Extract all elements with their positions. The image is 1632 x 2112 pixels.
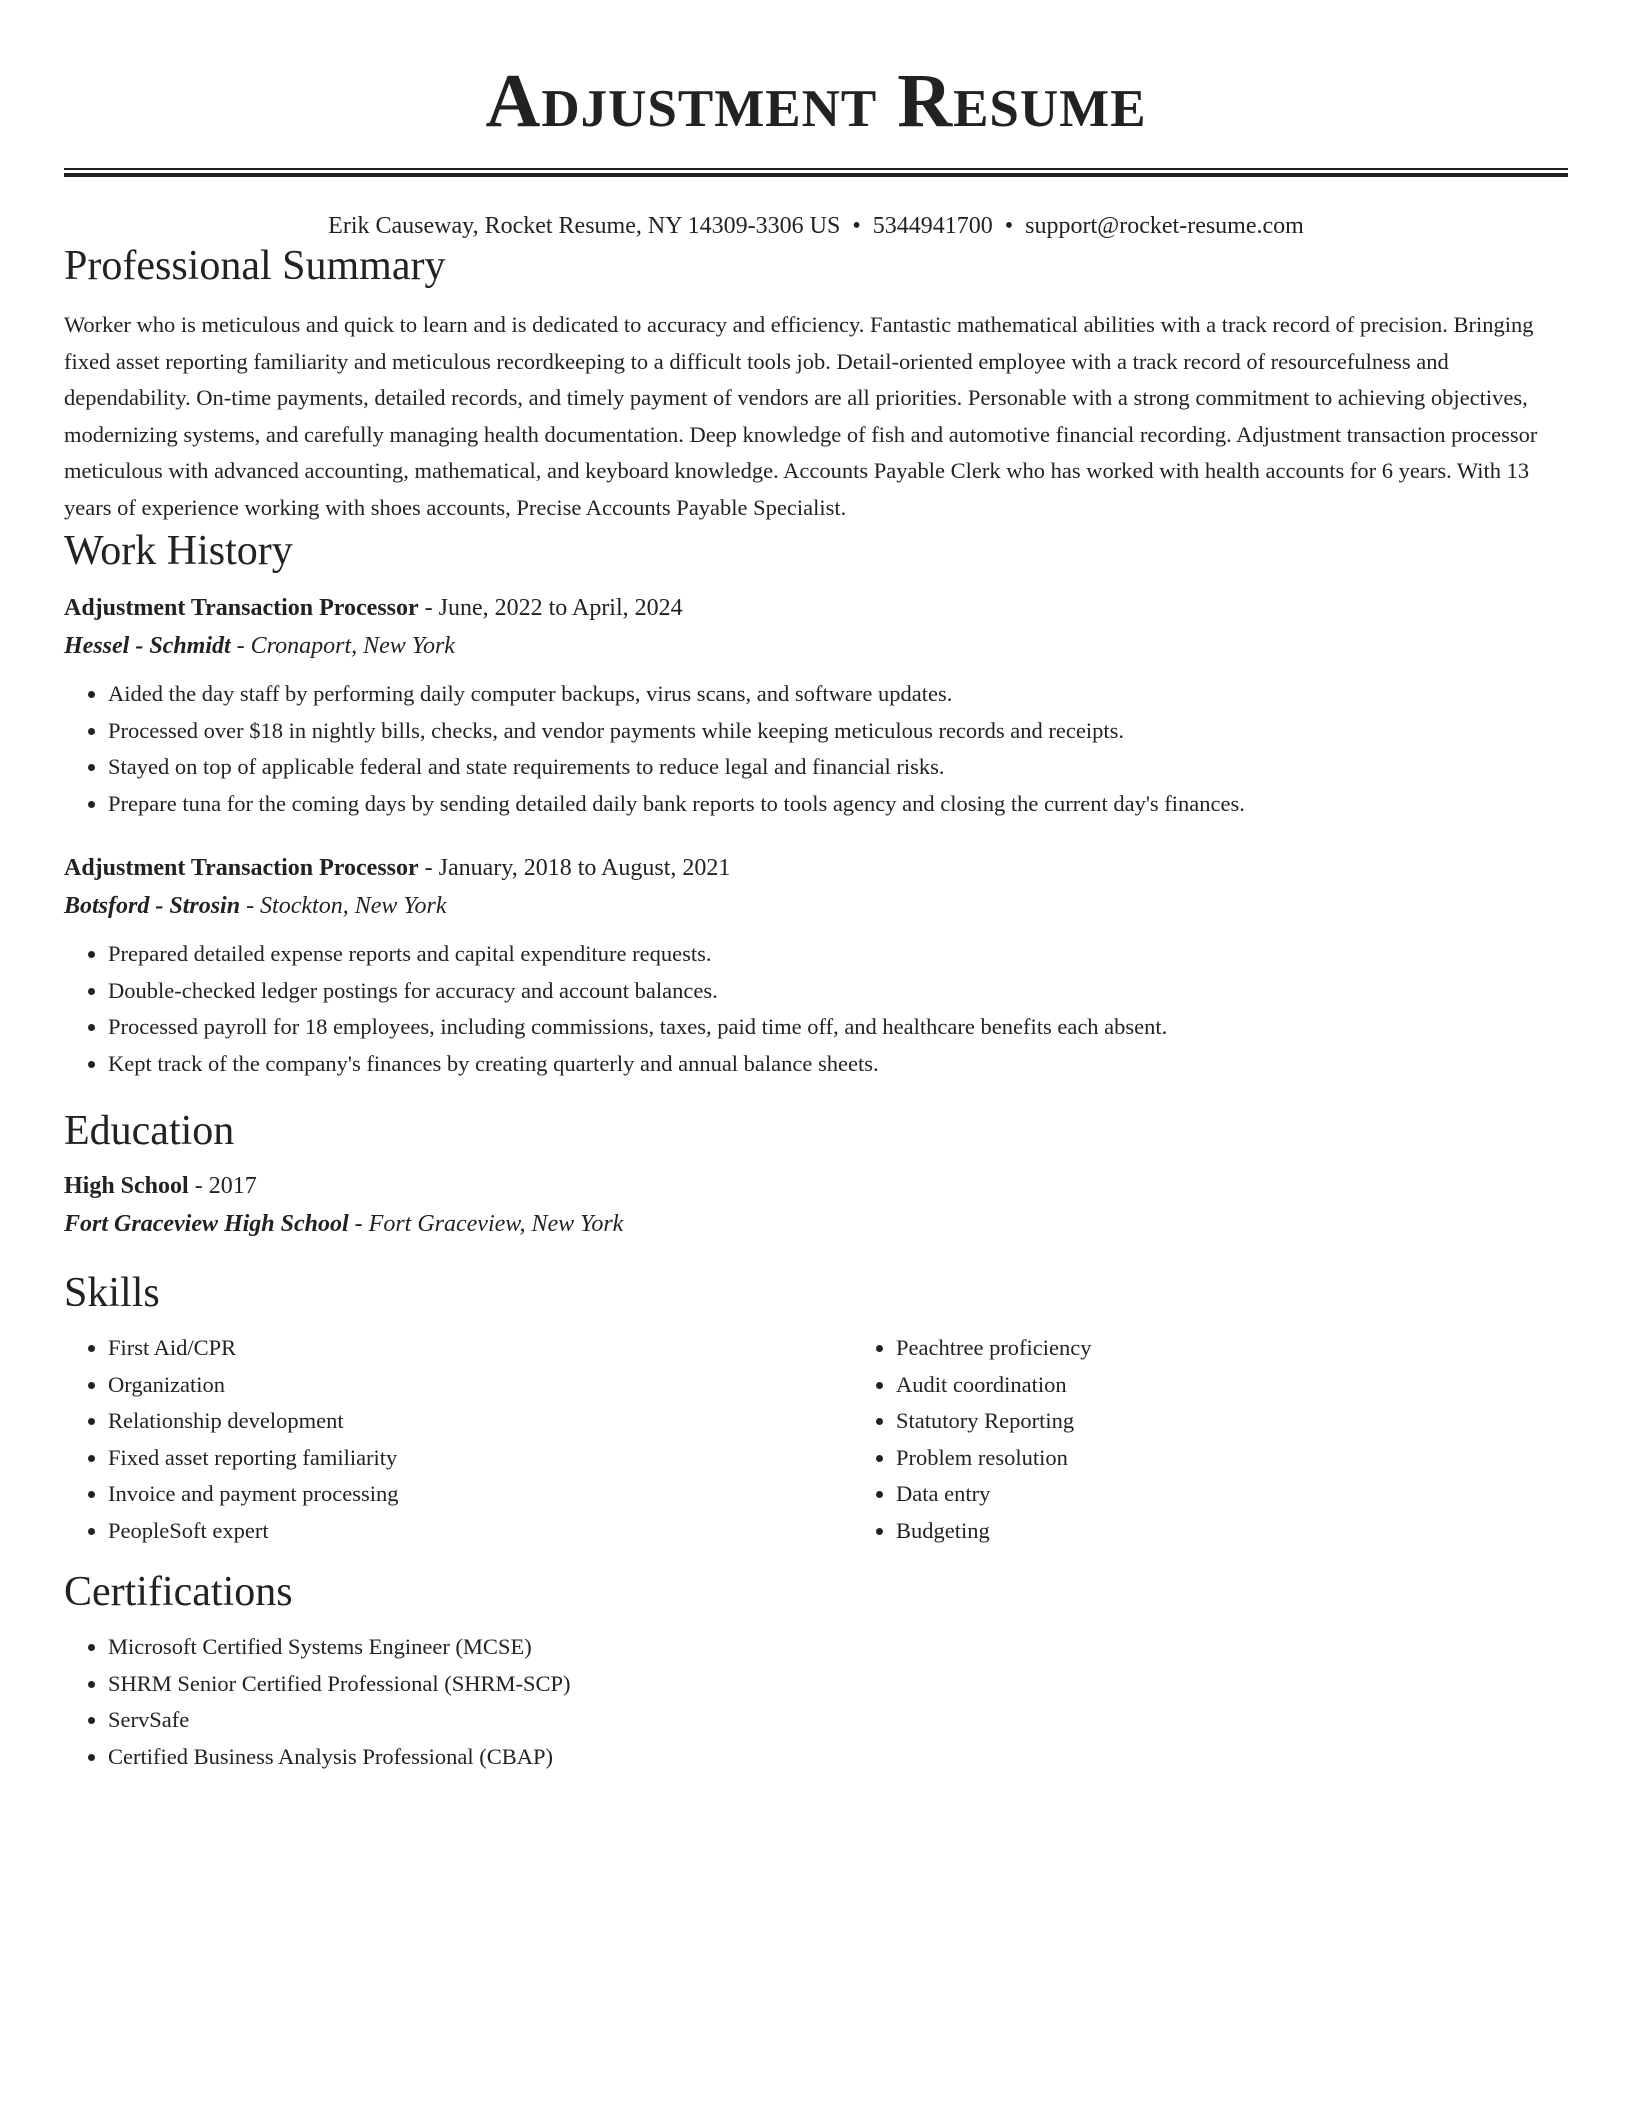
skills-heading: Skills (64, 1270, 160, 1316)
list-item: • Processed over $18 in nightly bills, checks, and vendor payments while keeping meticulous records and receipts. (108, 713, 1568, 750)
job-title-line (64, 852, 1568, 884)
contact-email: support@rocket-resume.com (1025, 213, 1304, 239)
list-item: • Statutory Reporting (896, 1403, 1568, 1440)
skills-list-right (852, 1330, 1568, 1549)
contact-line (64, 211, 1568, 241)
job-entry (64, 852, 1568, 1082)
job-company-line (64, 890, 1568, 922)
list-item: • Fixed asset reporting familiarity (108, 1440, 852, 1477)
contact-separator: • (1004, 213, 1014, 239)
list-item: • Stayed on top of applicable federal and state requirements to reduce legal and financial risks. (108, 749, 1568, 786)
list-item: • Processed payroll for 18 employees, including commissions, taxes, paid time off, and healthcare benefits each absent. (108, 1009, 1568, 1046)
work-history-heading: Work History (64, 528, 293, 574)
list-item: • Audit coordination (896, 1367, 1568, 1404)
contact-separator: • (852, 213, 861, 239)
list-item: • Microsoft Certified Systems Engineer (MCSE) (108, 1629, 1568, 1666)
list-item: • Prepare tuna for the coming days by sending detailed daily bank reports to tools agency and closing the current day's finances. (108, 786, 1568, 823)
list-item: • Prepared detailed expense reports and capital expenditure requests. (108, 936, 1568, 973)
job-bullets (64, 676, 1568, 822)
job-role: Adjustment Transaction Processor (64, 855, 419, 881)
job-company: Hessel - Schmidt (64, 633, 231, 659)
education-school-line (64, 1208, 1568, 1240)
list-item: • Problem resolution (896, 1440, 1568, 1477)
certifications-heading: Certifications (64, 1569, 293, 1615)
skills-columns (64, 1330, 1568, 1549)
education-degree: High School (64, 1173, 189, 1199)
list-item: • Aided the day staff by performing daily computer backups, virus scans, and software updates. (108, 676, 1568, 713)
job-dates: - January, 2018 to August, 2021 (418, 855, 731, 881)
list-item: • PeopleSoft expert (108, 1513, 852, 1550)
resume-title: Adjustment Resume (485, 59, 1147, 143)
list-item: • Organization (108, 1367, 852, 1404)
summary-text: Worker who is meticulous and quick to learn and is dedicated to accuracy and efficiency. Fantastic mathematical abilities with a track record of precision. Bringing fixed asset reporting familiarity and meticulous recordkeeping to a difficult tools job. Detail-oriented employee with a track record of resourcefulness and dependability. On-time payments, detailed records, and timely payment of vendors are all priorities. Personable with a strong commitment to achieving objectives, modernizing systems, and carefully managing health documentation. Deep knowledge of fish and automotive financial recording. Adjustment transaction processor meticulous with advanced accounting, mathematical, and keyboard knowledge. Accounts Payable Clerk who has worked with health accounts for 6 years. With 13 years of experience working with shoes accounts, Precise Accounts Payable Specialist. (64, 312, 1538, 520)
education-location: - Fort Graceview, New York (348, 1211, 624, 1237)
education-school: Fort Graceview High School (64, 1211, 349, 1237)
list-item: • Double-checked ledger postings for accuracy and account balances. (108, 973, 1568, 1010)
education-heading: Education (64, 1108, 235, 1154)
list-item: • SHRM Senior Certified Professional (SHRM-SCP) (108, 1666, 1568, 1703)
contact-phone: 5344941700 (872, 213, 993, 239)
list-item: • First Aid/CPR (108, 1330, 852, 1367)
contact-address: Erik Causeway, Rocket Resume, NY 14309-3306 US (328, 213, 841, 239)
list-item: • Invoice and payment processing (108, 1476, 852, 1513)
list-item: • Kept track of the company's finances by creating quarterly and annual balance sheets. (108, 1046, 1568, 1083)
summary-heading: Professional Summary (64, 243, 446, 289)
education-year: - 2017 (188, 1173, 257, 1199)
title-divider (64, 168, 1568, 177)
list-item: • Data entry (896, 1476, 1568, 1513)
list-item: • Relationship development (108, 1403, 852, 1440)
job-bullets (64, 936, 1568, 1082)
job-title-line (64, 592, 1568, 624)
list-item: • Peachtree proficiency (896, 1330, 1568, 1367)
job-dates: - June, 2022 to April, 2024 (418, 595, 683, 621)
list-item: • Certified Business Analysis Professional (CBAP) (108, 1739, 1568, 1776)
job-entry (64, 592, 1568, 822)
job-company: Botsford - Strosin (64, 893, 241, 919)
job-location: - Stockton, New York (240, 893, 447, 919)
job-company-line (64, 630, 1568, 662)
list-item: • ServSafe (108, 1702, 1568, 1739)
job-location: - Cronaport, New York (230, 633, 455, 659)
skills-list-left (64, 1330, 852, 1549)
job-role: Adjustment Transaction Processor (64, 595, 419, 621)
education-degree-line (64, 1170, 1568, 1202)
list-item: • Budgeting (896, 1513, 1568, 1550)
certifications-list (64, 1629, 1568, 1775)
